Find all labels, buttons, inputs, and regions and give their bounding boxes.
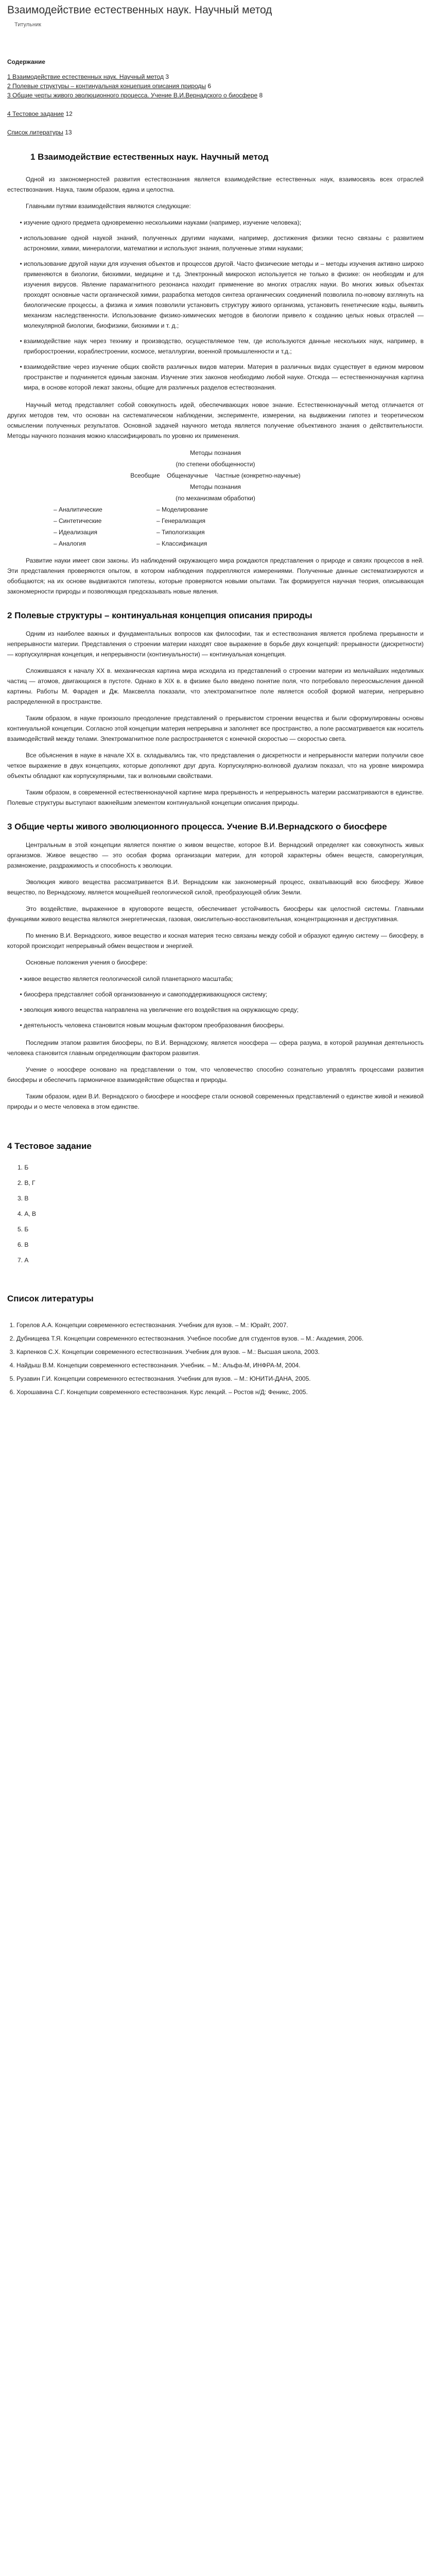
scheme-item: Частные (конкретно-научные) [215,472,301,479]
toc-item [7,109,424,118]
toc-page-3: 8 [259,92,263,99]
paragraph: Одной из закономерностей развития естествознания является взаимодействие естественных наук, взаимосвязь всех отраслей естествознания. Наука, таким образом, едина и целостна. [7,176,424,193]
toc-page-2: 6 [207,82,212,90]
toc-item [7,128,424,137]
reference-item: 4. Найдыш В.М. Концепции современного естествознания. Учебник. – М.: Альфа-М, ИНФРА-М, 2004. [16,1360,424,1370]
list-item: • использование одной наукой знаний, полученных другими науками, например, достижения физики тесно связаны с развитием астрономии, химии, минералогии, математики и используют знания, полученные этими науками; [24,233,424,253]
scheme-item: Аналогия [59,540,86,547]
list-item: • живое вещество является геологической силой планетарного масштаба; [24,974,424,984]
interaction-list [7,217,424,393]
scheme-group-subtitle: (по механизмам обработки) [176,495,255,502]
scheme-pair: – Синтетические – Генерализация [7,515,424,527]
toc-page-4: 12 [65,110,73,117]
references-list [7,1320,424,1397]
toc-link-4[interactable]: 4 Тестовое задание [7,110,64,117]
paragraph: Одним из наиболее важных и фундаментальных вопросов как философии, так и естествознания является проблема прерывности и непрерывности материи. Представления о строении материи находят свое выражение в борьбе двух концепций: прерывности (дискретности) — корпускулярная концепция, и непрерывности (континуальности) — континуальная концепция. [7,630,424,658]
toc-link-3[interactable]: 3 Общие черты живого эволюционного процесса. Учение В.И.Вернадского о биосфере [7,92,258,99]
paragraph: Научный метод представляет собой совокупность идей, обеспечивающих новое знание. Естественнонаучный метод отличается от других методов тем, что основан на систематическом наблюдении, эксперименте, измерении, на выдвижении гипотез и теоретическом осмыслении полученных результатов. Основной задачей научного метода является получение объективного знания о действительности. Методы научного познания можно классифицировать по уровню их применения. [7,401,424,439]
references-heading: Список литературы [7,1294,94,1303]
table-of-contents [7,57,424,137]
toc-heading: Содержание [7,58,45,65]
paragraph: Таким образом, в современной естественнонаучной картине мира прерывность и непрерывность материи рассматриваются в единстве. Полевые структуры выступают важнейшим элементом континуальной концепции описания природы. [7,789,424,806]
scheme-item: Моделирование [162,506,208,513]
test-answer: 3. В [18,1195,29,1202]
scheme-item: Генерализация [162,517,205,524]
paragraph: Сложившаяся к началу XX в. механическая картина мира исходила из представлений о строении материи из мельчайших неделимых частиц — атомов, двигающихся в пустоте. Однако в XIX в. в физике было введено понятие поля, что потребовало переосмысления данной картины. Работы М. Фарадея и Дж. Максвелла показали, что электромагнитное поле является особой формой материи, непрерывно распределенной в пространстве. [7,667,424,705]
list-item: • взаимодействие наук через технику и производство, осуществляемое тем, где используются данные нескольких наук, например, в приборостроении, кораблестроении, космосе, металлургии, военной промышленности и т.д.; [24,336,424,357]
paragraph: Основные положения учения о биосфере: [26,959,148,966]
section-1-heading: 1 Взаимодействие естественных наук. Научный метод [30,152,269,162]
test-answer: 1. Б [18,1164,29,1171]
test-answer: 2. В, Г [18,1179,36,1187]
scheme-pair: – Аналитические – Моделирование [7,504,424,515]
reference-item: 3. Карпенков С.Х. Концепции современного естествознания. Учебник для вузов. – М.: Высшая школа, 2003. [16,1347,424,1357]
list-item: • эволюция живого вещества направлена на увеличение его воздействия на окружающую среду; [24,1005,424,1015]
list-item: • деятельность человека становится новым мощным фактором преобразования биосферы. [24,1020,424,1030]
scheme-item: Типологизация [162,529,205,536]
list-item: • взаимодействие через изучение общих свойств различных видов материи. Материя в различных видах существует в едином мировом пространстве и подчиняется единым законам. Изучение этих законов необходимо любой науке. Отсюда — естественнонаучная картина мира, в основе которой лежат законы, общие для различных разделов естествознания. [24,362,424,393]
toc-item [7,81,424,91]
scheme-pair: – Идеализация – Типологизация [7,527,424,538]
test-answers [7,1162,424,1265]
section-3-heading: 3 Общие черты живого эволюционного процесса. Учение В.И.Вернадского о биосфере [7,822,387,832]
scheme-subtitle: (по степени обобщенности) [176,461,255,468]
paragraph: Все объяснения в науке в начале XX в. складывались так, что представления о дискретности и непрерывности материи получили свое четкое выражение в двух концепциях, которые дополняют друг друга. Корпускулярно-волновой дуализм показал, что на уровне микромира объекты обладают как корпускулярными, так и волновыми свойствами. [7,752,424,779]
biosphere-list [7,974,424,1030]
scheme-item: Идеализация [59,529,97,536]
reference-item: 6. Хорошавина С.Г. Концепции современного естествознания. Курс лекций. – Ростов н/Д: Феникс, 2005. [16,1387,424,1397]
section-2-heading: 2 Полевые структуры – континуальная концепция описания природы [7,611,312,620]
toc-link-5[interactable]: Список литературы [7,129,63,136]
scheme-item: Классификация [162,540,207,547]
methods-scheme [7,447,424,549]
toc-link-1[interactable]: 1 Взаимодействие естественных наук. Научный метод [7,73,164,80]
paragraph: Учение о ноосфере основано на представлении о том, что человечество способно сознательно управлять процессами развития биосферы и обеспечить гармоничное взаимодействие общества и природы. [7,1066,424,1083]
toc-item [7,72,424,81]
scheme-item: Общенаучные [167,472,208,479]
scheme-title: Методы познания [190,449,241,456]
toc-page-1: 3 [165,73,169,80]
test-answer: 5. Б [18,1226,29,1233]
reference-item: 2. Дубнищева Т.Я. Концепции современного естествознания. Учебное пособие для студентов вузов. – М.: Академия, 2006. [16,1333,424,1344]
test-answer: 6. В [18,1241,29,1248]
paragraph: Эволюция живого вещества рассматривается В.И. Вернадским как закономерный процесс, охватывающий всю биосферу. Живое вещество, по Вернадскому, является мощнейшей геологической силой, преобразующей облик Земли. [7,878,424,896]
paragraph: Это воздействие, выраженное в круговороте веществ, обеспечивает устойчивость биосферы как целостной системы. Главными функциями живого вещества являются энергетическая, газовая, окислительно-восстановительная, концентрационная и деструктивная. [7,905,424,923]
author-line: Титульник [14,22,41,28]
scheme-row [7,470,424,481]
paragraph: Центральным в этой концепции является понятие о живом веществе, которое В.И. Вернадский определяет как совокупность живых организмов. Живое вещество — это особая форма организации материи, для которой характерны обмен веществ, саморегуляция, размножение, раздражимость и способность к эволюции. [7,841,424,869]
toc-link-2[interactable]: 2 Полевые структуры – континуальная концепция описания природы [7,82,206,90]
paragraph: Развитие науки имеет свои законы. Из наблюдений окружающего мира рождаются представления о природе и связях процессов в ней. Эти представления проверяются опытом, в котором наблюдения подкрепляются измерениями. Полученные данные систематизируются и обобщаются; на их основе выдвигаются гипотезы, которые проверяются новыми опытами. Так формируется научная теория, описывающая закономерности природы и позволяющая предсказывать новые явления. [7,557,424,595]
scheme-item: Всеобщие [130,472,160,479]
paragraph: Главными путями взаимодействия являются следующие: [26,202,191,210]
list-item: • изучение одного предмета одновременно несколькими науками (например, изучение человека); [24,217,424,228]
section-4-heading: 4 Тестовое задание [7,1141,92,1151]
test-answer: 7. А [18,1257,29,1264]
paragraph: Таким образом, идеи В.И. Вернадского о биосфере и ноосфере стали основой современных представлений о единстве живой и неживой природы и о месте человека в этом единстве. [7,1093,424,1110]
reference-item: 5. Рузавин Г.И. Концепции современного естествознания. Учебник для вузов. – М.: ЮНИТИ-ДАНА, 2005. [16,1374,424,1384]
test-answer: 4. А, В [18,1210,37,1217]
toc-item [7,91,424,100]
paragraph: Последним этапом развития биосферы, по В.И. Вернадскому, является ноосфера — сфера разума, в которой разумная деятельность человека становится главным определяющим фактором развития. [7,1039,424,1057]
scheme-group-title: Методы познания [190,483,241,490]
scheme-pair: – Аналогия – Классификация [7,538,424,549]
toc-page-5: 13 [65,129,72,136]
reference-item: 1. Горелов А.А. Концепции современного естествознания. Учебник для вузов. – М.: Юрайт, 2007. [16,1320,424,1330]
scheme-item: Аналитические [59,506,102,513]
paragraph: Таким образом, в науке произошло преодоление представлений о прерывистом строении вещества и были сформулированы основы континуальной концепции. Согласно этой концепции материя непрерывна и заполняет все пространство, а поле рассматривается как носитель взаимодействий между телами. Электромагнитное поле распространяется с конечной скоростью — скоростью света. [7,715,424,742]
paragraph: По мнению В.И. Вернадского, живое вещество и косная материя тесно связаны между собой и образуют единую систему — биосферу, в которой происходит непрерывный обмен веществом и энергией. [7,932,424,950]
list-item: • использование другой науки для изучения объектов и процессов другой. Часто физические методы и – методы изучения активно широко применяются в биологии, биохимии, медицине и т.д. Электронный микроскоп используется не только в физике: он необходим и для изучения вирусов. Явление парамагнитного резонанса находит применение во многих отраслях науки. Во многих живых объектах проходят основные части органической химии, разработка методов синтеза органических соединений позволила по-новому взглянуть на биологические процессы, а физика и химия позволили установить структуру живого организма, установить генетические коды, выявить механизм наследственности. Использование физико-химических методов в биологии привело к созданию целых новых отраслей — молекулярной биологии, биофизики, биохимии и т. д.; [24,259,424,331]
scheme-item: Синтетические [59,517,102,524]
document-title: Взаимодействие естественных наук. Научный метод [7,4,272,16]
list-item: • биосфера представляет собой организованную и самоподдерживающуюся систему; [24,989,424,999]
